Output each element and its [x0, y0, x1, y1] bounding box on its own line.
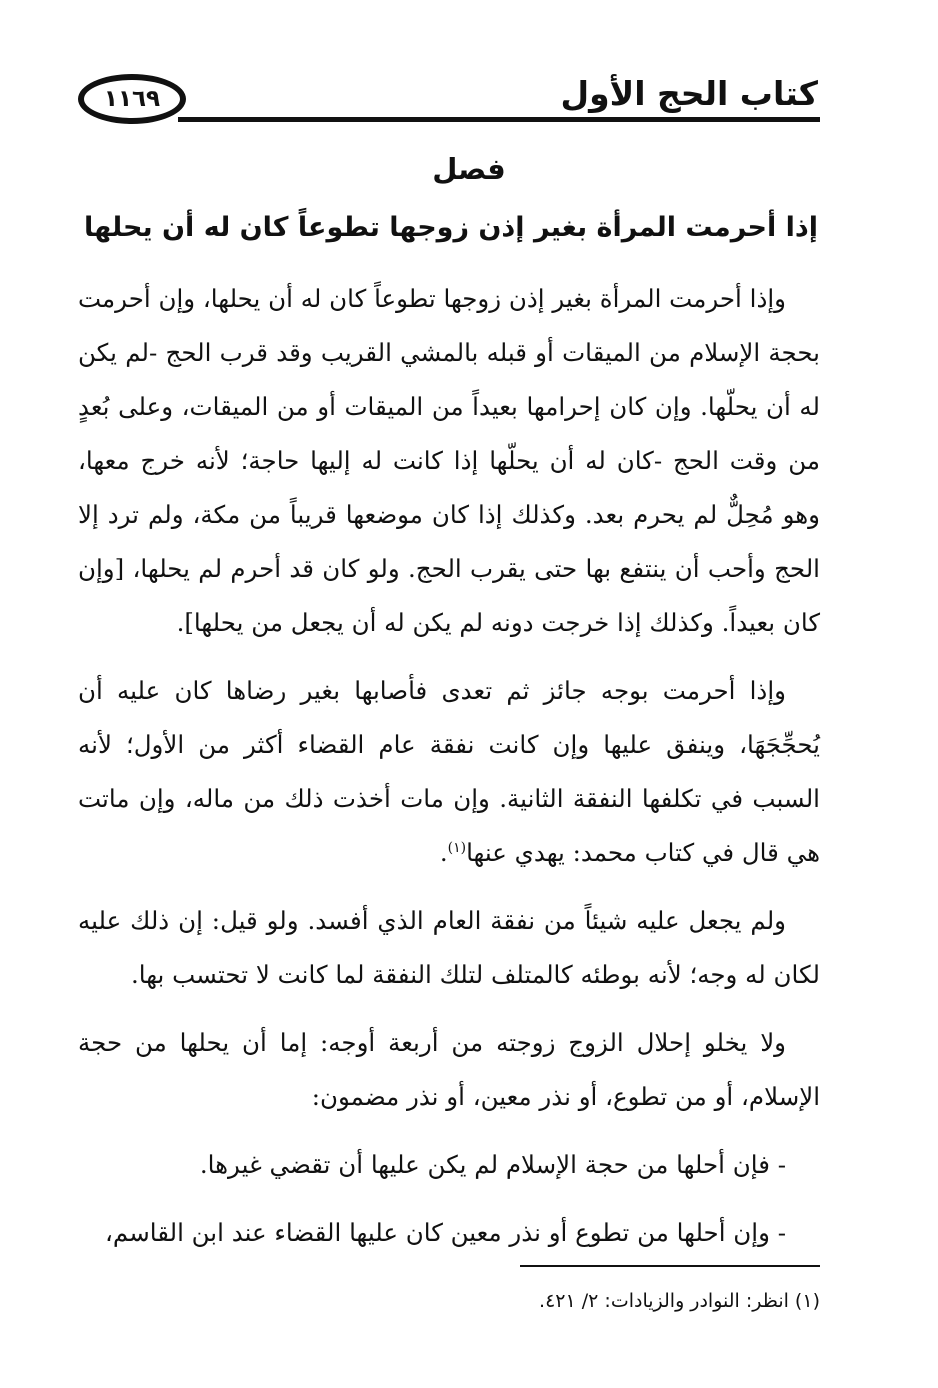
paragraph: ولم يجعل عليه شيئاً من نفقة العام الذي أفسد. ولو قيل: إن ذلك عليه لكان له وجه؛ لأنه بوطئه كالمتلف لتلك النفقة لما كانت لا تحتسب بها. [78, 906, 820, 989]
paragraph: ولا يخلو إحلال الزوج زوجته من أربعة أوجه: إما أن يحلها من حجة الإسلام، أو من تطوع، أو نذر معين، أو نذر مضمون: [78, 1028, 820, 1111]
header-rule [178, 117, 820, 122]
section-subheading: إذا أحرمت المرأة بغير إذن زوجها تطوعاً كان له أن يحلها [84, 212, 818, 243]
page-number-oval [78, 74, 186, 124]
footnote-rule [520, 1265, 820, 1267]
list-item: - فإن أحلها من حجة الإسلام لم يكن عليها أن تقضي غيرها. [199, 1150, 786, 1179]
page-number: ١١٦٩ [103, 86, 161, 112]
footnote-marker: (١) [447, 839, 467, 856]
list-item: - وإن أحلها من تطوع أو نذر معين كان عليها القضاء عند ابن القاسم، [105, 1218, 786, 1247]
section-heading: فصل [432, 152, 506, 186]
body-text [78, 272, 820, 1274]
paragraph [78, 664, 820, 880]
paragraph: وإذا أحرمت المرأة بغير إذن زوجها تطوعاً كان له أن يحلها، وإن أحرمت بحجة الإسلام من الميقات أو قبله بالمشي القريب وقد قرب الحج -لم يكن له أن يحلّها. وإن كان إحرامها بعيداً من الميقات أو من الميقات، وعلى بُعدٍ من وقت الحج -كان له أن يحلّها إذا كانت له إليها حاجة؛ لأنه خرج معها، وهو مُحِلٌّ لم يحرم بعد. وكذلك إذا كان موضعها قريباً من مكة، ولم ترد إلا الحج وأحب أن ينتفع بها حتى يقرب الحج. ولو كان قد أحرم لم يحلها، [وإن كان بعيداً. وكذلك إذا خرجت دونه لم يكن له أن يجعل من يحلها]. [78, 284, 820, 637]
footnote: (١) انظر: النوادر والزيادات: ٢/ ٤٢١. [539, 1290, 820, 1312]
paragraph-text: وإذا أحرمت بوجه جائز ثم تعدى فأصابها بغير رضاها كان عليه أن يُحجِّجَهَا، وينفق عليها وإن كانت نفقة عام القضاء أكثر من الأول؛ لأنه السبب في تكلفها النفقة الثانية. وإن مات أخذت ذلك من ماله، وإن ماتت هي قال في كتاب محمد: يهدي عنها [78, 676, 820, 867]
paragraph-end: . [439, 838, 448, 867]
book-title: كتاب الحج الأول [560, 74, 818, 113]
